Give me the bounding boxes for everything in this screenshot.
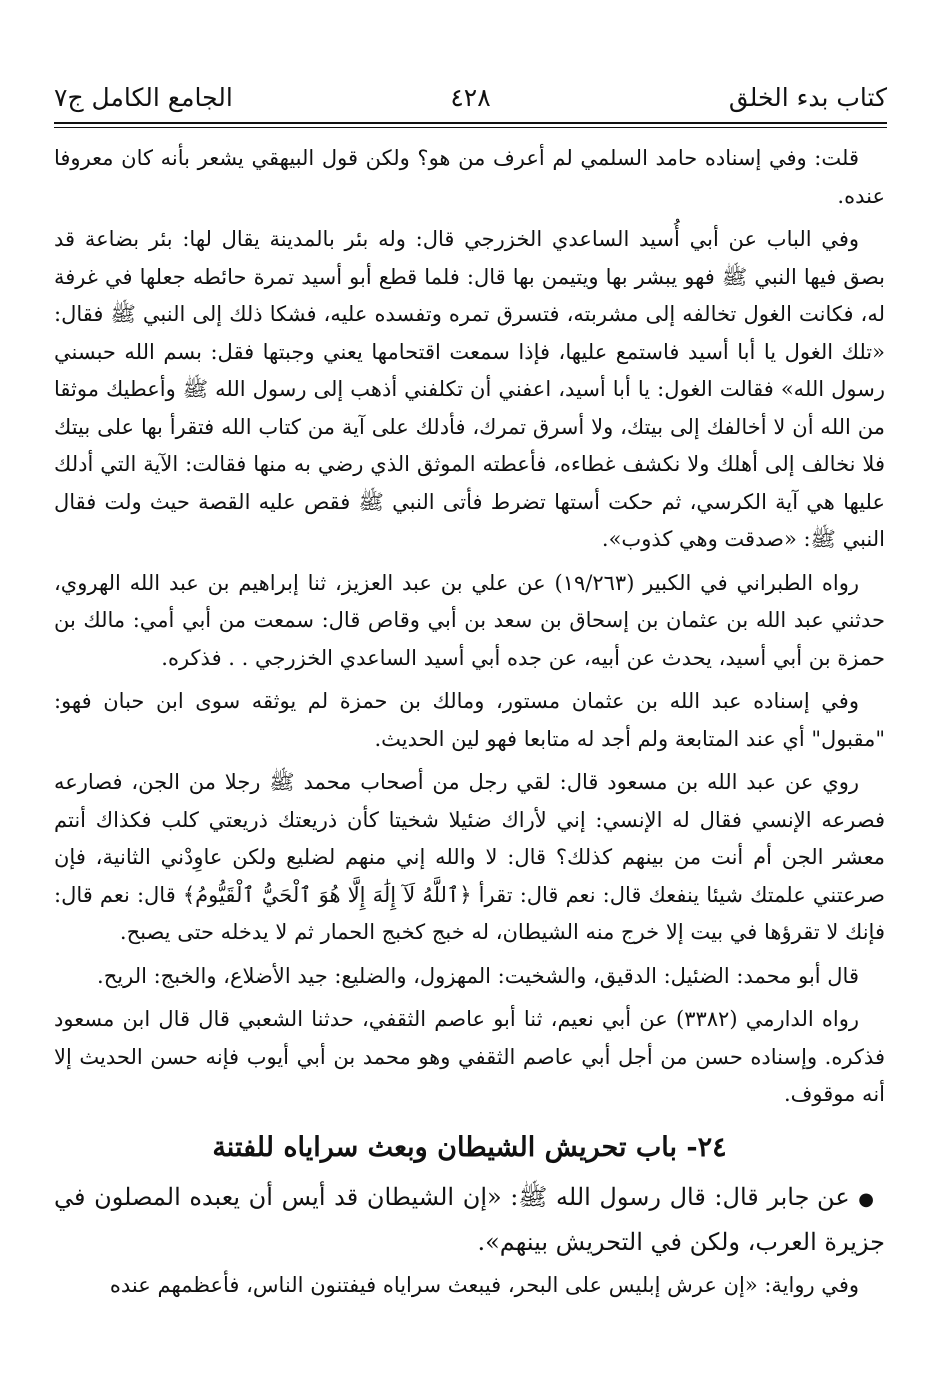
header-rule-thick [54,122,887,124]
bullet-icon: ● [858,1188,875,1210]
chapter-heading: ٢٤- باب تحريش الشيطان وبعث سراياه للفتنة [212,1131,727,1163]
paragraph-riwaya: وفي رواية: «إن عرش إبليس على البحر، فيبعث سراياه فيفتنون الناس، فأعظمهم عنده [109,1272,859,1297]
paragraph-darimi-source: رواه الدارمي (٣٣٨٢) عن أبي نعيم، ثنا أبو عاصم الثقفي، حدثنا الشعبي قال قال ابن مسعود فذكره. وإسناده حسن من أجل أبي عاصم الثقفي وهو محمد بن أبي أيوب فإنه حسن الحديث إلا أنه موقوف. [54,1007,885,1106]
paragraph-ibn-masud-narration: روي عن عبد الله بن مسعود قال: لقي رجل من أصحاب محمد ﷺ رجلا من الجن، فصارعه فصرعه الإنسي فقال له الإنسي: إني لأراك ضئيلا شخيتا كأن ذريعتك ذريعتي كلب فكذاك أنتم معشر الجن أم أنت من بينهم كذلك؟ قال: لا والله إني منهم لضليع ولكن عاوِدْني الثانية، فإن صرعتني علمتك شيئا ينفعك قال: نعم قال: تقرأ ﴿ٱللَّهُ لَآ إِلَٰهَ إِلَّا هُوَ ٱلْحَيُّ ٱلْقَيُّومُ﴾ قال: نعم قال: فإنك لا تقرؤها في بيت إلا خرج منه الشيطان، له خبج كخبج الحمار ثم لا يدخله حتى يصبح. [54,770,885,944]
page-body [54,140,885,1310]
page-number: ٤٢٨ [450,83,491,112]
hadith-jabir [54,1176,885,1263]
paragraph-commentary-1: قلت: وفي إسناده حامد السلمي لم أعرف من هو؟ ولكن قول البيهقي يشعر بأنه كان معروفا عنده. [54,146,885,208]
paragraph-ghoul-narration: وفي الباب عن أبي أُسيد الساعدي الخزرجي قال: وله بئر بالمدينة يقال لها: بئر بضاعة قد بصق فيها النبي ﷺ فهو يبشر بها ويتيمن بها قال: فلما قطع أبو أسيد تمرة حائطه جعلها في غرفة له، فكانت الغول تخالفه إلى مشربته، فتسرق تمره وتفسده عليه، فشكا ذلك إلى النبي ﷺ فقال: «تلك الغول يا أبا أسيد فاستمع عليها، فإذا سمعت اقتحامها يعني وجبتها فقل: بسم الله حبسني رسول الله» فقالت الغول: يا أبا أسيد، اعفني أن تكلفني أذهب إلى رسول الله ﷺ وأعطيك موثقا من الله أن لا أخالفك إلى بيتك، ولا أسرق تمرك، فأدلك على آية من كتاب الله فتقرأ بها على بيتك فلا نخالف إلى أهلك ولا نكشف غطاءه، فأعطته الموثق الذي رضي به منها فقالت: الآية التي أدلك عليها هي آية الكرسي، ثم حكت أستها تضرط فأتى النبي ﷺ فقص عليه القصة حيث ولت فقال النبي ﷺ: «صدقت وهي كذوب». [54,227,885,551]
hadith-text: عن جابر قال: قال رسول الله ﷺ: «إن الشيطان قد أيس أن يعبده المصلون في جزيرة العرب، ولكن في التحريش بينهم». [54,1182,885,1256]
header-rule-thin [54,127,887,128]
paragraph-isnad-grading: وفي إسناده عبد الله بن عثمان مستور، ومالك بن حمزة لم يوثقه سوى ابن حبان فهو: "مقبول" أي عند المتابعة ولم أجد له متابعا فهو لين الحديث. [54,689,885,751]
page-header [54,80,887,116]
book-title: كتاب بدء الخلق [728,83,887,112]
paragraph-tabarani-source: رواه الطبراني في الكبير (١٩/٢٦٣) عن علي بن عبد العزيز، ثنا إبراهيم بن عبد الله الهروي، حدثني عبد الله بن عثمان بن إسحاق بن سعد بن أبي وقاص قال: سمعت من أبي أمي: مالك بن حمزة بن أبي أسيد، يحدث عن أبيه، عن جده أبي أسيد الساعدي الخزرجي . . فذكره. [54,570,885,670]
paragraph-glossary: قال أبو محمد: الضئيل: الدقيق، والشخيت: المهزول، والضليع: جيد الأضلاع، والخبج: الريح. [97,963,859,988]
volume-title: الجامع الكامل ج٧ [54,83,233,112]
